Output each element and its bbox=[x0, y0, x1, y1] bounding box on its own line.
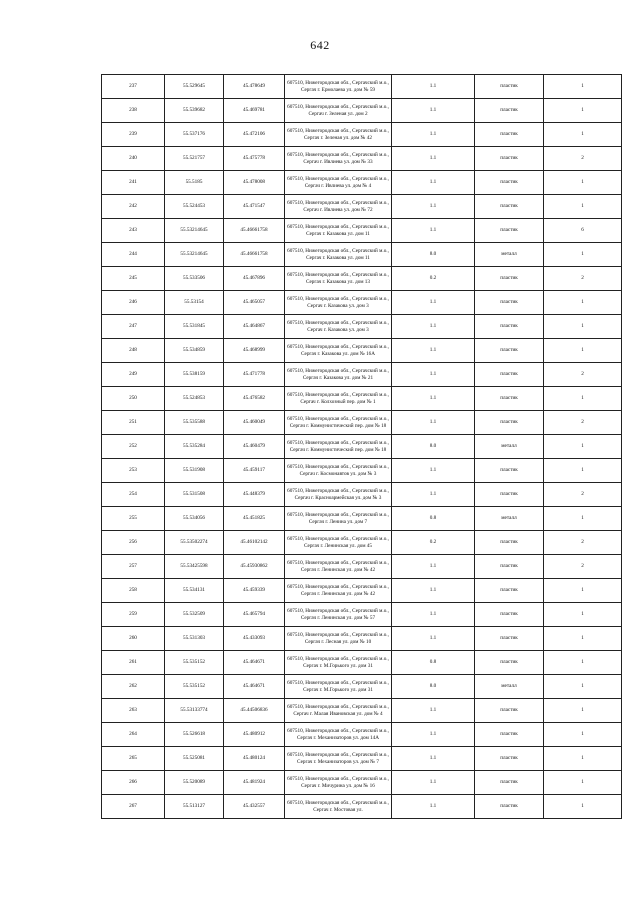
count-cell: 1 bbox=[544, 651, 622, 675]
longitude-cell: 45.459339 bbox=[224, 579, 285, 603]
latitude-cell: 55.533506 bbox=[165, 267, 224, 291]
longitude-cell: 45.448379 bbox=[224, 483, 285, 507]
volume-cell: 1.1 bbox=[392, 99, 475, 123]
table-row bbox=[102, 483, 622, 507]
latitude-cell: 55.53425598 bbox=[165, 555, 224, 579]
material-cell: металл bbox=[475, 243, 544, 267]
table-row bbox=[102, 555, 622, 579]
count-cell: 1 bbox=[544, 699, 622, 723]
longitude-cell: 45.432557 bbox=[224, 795, 285, 819]
row-number-cell: 237 bbox=[102, 75, 165, 99]
address-cell: 607510, Нижегородская обл., Сергачский м.о., Сергач г. Ермолаева ул. дом № 59 bbox=[285, 75, 392, 99]
row-number-cell: 266 bbox=[102, 771, 165, 795]
table-row bbox=[102, 315, 622, 339]
row-number-cell: 248 bbox=[102, 339, 165, 363]
volume-cell: 1.1 bbox=[392, 411, 475, 435]
longitude-cell: 45.465057 bbox=[224, 291, 285, 315]
material-cell: пластик bbox=[475, 363, 544, 387]
longitude-cell: 45.459117 bbox=[224, 459, 285, 483]
material-cell: пластик bbox=[475, 459, 544, 483]
row-number-cell: 244 bbox=[102, 243, 165, 267]
address-cell: 607510, Нижегородская обл., Сергачский м.о., Сергач г. Малая Ивановская ул. дом № 4 bbox=[285, 699, 392, 723]
address-cell: 607510, Нижегородская обл., Сергачский м.о., Сергач г. Казакова ул. дом № 21 bbox=[285, 363, 392, 387]
count-cell: 1 bbox=[544, 171, 622, 195]
latitude-cell: 55.534859 bbox=[165, 339, 224, 363]
count-cell: 1 bbox=[544, 507, 622, 531]
latitude-cell: 55.531303 bbox=[165, 627, 224, 651]
table-row bbox=[102, 675, 622, 699]
table-row bbox=[102, 195, 622, 219]
material-cell: пластик bbox=[475, 339, 544, 363]
row-number-cell: 267 bbox=[102, 795, 165, 819]
material-cell: металл bbox=[475, 675, 544, 699]
table-row bbox=[102, 267, 622, 291]
longitude-cell: 45.46102142 bbox=[224, 531, 285, 555]
table-row bbox=[102, 795, 622, 819]
volume-cell: 1.1 bbox=[392, 603, 475, 627]
latitude-cell: 55.5185 bbox=[165, 171, 224, 195]
volume-cell: 1.1 bbox=[392, 723, 475, 747]
volume-cell: 1.1 bbox=[392, 579, 475, 603]
row-number-cell: 239 bbox=[102, 123, 165, 147]
table-row bbox=[102, 651, 622, 675]
longitude-cell: 45.46661758 bbox=[224, 219, 285, 243]
row-number-cell: 241 bbox=[102, 171, 165, 195]
volume-cell: 1.1 bbox=[392, 387, 475, 411]
table-row bbox=[102, 771, 622, 795]
table-row bbox=[102, 459, 622, 483]
address-cell: 607510, Нижегородская обл., Сергачский м.о., Сергач г. Казакова ул. дом 13 bbox=[285, 267, 392, 291]
count-cell: 1 bbox=[544, 723, 622, 747]
longitude-cell: 45.469781 bbox=[224, 99, 285, 123]
material-cell: пластик bbox=[475, 75, 544, 99]
volume-cell: 0.2 bbox=[392, 531, 475, 555]
count-cell: 1 bbox=[544, 291, 622, 315]
count-cell: 1 bbox=[544, 339, 622, 363]
material-cell: пластик bbox=[475, 699, 544, 723]
latitude-cell: 55.531908 bbox=[165, 459, 224, 483]
volume-cell: 1.1 bbox=[392, 555, 475, 579]
longitude-cell: 45.481924 bbox=[224, 771, 285, 795]
longitude-cell: 45.471547 bbox=[224, 195, 285, 219]
latitude-cell: 55.531508 bbox=[165, 483, 224, 507]
count-cell: 1 bbox=[544, 747, 622, 771]
count-cell: 2 bbox=[544, 483, 622, 507]
volume-cell: 1.1 bbox=[392, 339, 475, 363]
longitude-cell: 45.472106 bbox=[224, 123, 285, 147]
row-number-cell: 240 bbox=[102, 147, 165, 171]
address-cell: 607510, Нижегородская обл., Сергачский м.о., Сергач г. Зеленая ул. дом № 42 bbox=[285, 123, 392, 147]
address-cell: 607510, Нижегородская обл., Сергачский м.о., Сергач г. Коммунистический пер. дом № 18 bbox=[285, 435, 392, 459]
latitude-cell: 55.525081 bbox=[165, 747, 224, 771]
material-cell: пластик bbox=[475, 531, 544, 555]
longitude-cell: 45.465794 bbox=[224, 603, 285, 627]
address-cell: 607510, Нижегородская обл., Сергачский м.о., Сергач г. Ленина ул. дом 7 bbox=[285, 507, 392, 531]
row-number-cell: 260 bbox=[102, 627, 165, 651]
material-cell: металл bbox=[475, 507, 544, 531]
row-number-cell: 251 bbox=[102, 411, 165, 435]
address-cell: 607510, Нижегородская обл., Сергачский м.о., Сергач г. Зеленая ул. дом 2 bbox=[285, 99, 392, 123]
longitude-cell: 45.468999 bbox=[224, 339, 285, 363]
table-row bbox=[102, 411, 622, 435]
longitude-cell: 45.433093 bbox=[224, 627, 285, 651]
volume-cell: 1.1 bbox=[392, 459, 475, 483]
table-row bbox=[102, 507, 622, 531]
row-number-cell: 264 bbox=[102, 723, 165, 747]
latitude-cell: 55.524853 bbox=[165, 387, 224, 411]
table-row bbox=[102, 147, 622, 171]
longitude-cell: 45.467896 bbox=[224, 267, 285, 291]
row-number-cell: 263 bbox=[102, 699, 165, 723]
count-cell: 1 bbox=[544, 771, 622, 795]
material-cell: пластик bbox=[475, 411, 544, 435]
volume-cell: 1.1 bbox=[392, 699, 475, 723]
count-cell: 1 bbox=[544, 123, 622, 147]
latitude-cell: 55.53214645 bbox=[165, 219, 224, 243]
volume-cell: 1.1 bbox=[392, 171, 475, 195]
material-cell: пластик bbox=[475, 99, 544, 123]
row-number-cell: 256 bbox=[102, 531, 165, 555]
table-row bbox=[102, 627, 622, 651]
longitude-cell: 45.478649 bbox=[224, 75, 285, 99]
latitude-cell: 55.520089 bbox=[165, 771, 224, 795]
latitude-cell: 55.524453 bbox=[165, 195, 224, 219]
latitude-cell: 55.535152 bbox=[165, 651, 224, 675]
volume-cell: 8.0 bbox=[392, 243, 475, 267]
row-number-cell: 265 bbox=[102, 747, 165, 771]
address-cell: 607510, Нижегородская обл., Сергачский м.о., Сергач г. Космонавтов ул. дом № 3 bbox=[285, 459, 392, 483]
volume-cell: 1.1 bbox=[392, 483, 475, 507]
material-cell: пластик bbox=[475, 267, 544, 291]
table-row bbox=[102, 531, 622, 555]
row-number-cell: 243 bbox=[102, 219, 165, 243]
longitude-cell: 45.460049 bbox=[224, 411, 285, 435]
row-number-cell: 257 bbox=[102, 555, 165, 579]
count-cell: 1 bbox=[544, 627, 622, 651]
address-cell: 607510, Нижегородская обл., Сергачский м.о., Сергач г. Мостовая ул. bbox=[285, 795, 392, 819]
volume-cell: 1.1 bbox=[392, 771, 475, 795]
volume-cell: 1.1 bbox=[392, 75, 475, 99]
longitude-cell: 45.464867 bbox=[224, 315, 285, 339]
row-number-cell: 245 bbox=[102, 267, 165, 291]
volume-cell: 1.1 bbox=[392, 291, 475, 315]
container-sites-table bbox=[101, 74, 622, 819]
latitude-cell: 55.539682 bbox=[165, 99, 224, 123]
material-cell: пластик bbox=[475, 315, 544, 339]
material-cell: пластик bbox=[475, 171, 544, 195]
latitude-cell: 55.535284 bbox=[165, 435, 224, 459]
address-cell: 607510, Нижегородская обл., Сергачский м.о., Сергач г. Ивлиева ул. дом № 4 bbox=[285, 171, 392, 195]
row-number-cell: 242 bbox=[102, 195, 165, 219]
address-cell: 607510, Нижегородская обл., Сергачский м.о., Сергач г. Казакова ул. дом 3 bbox=[285, 315, 392, 339]
row-number-cell: 250 bbox=[102, 387, 165, 411]
volume-cell: 1.1 bbox=[392, 219, 475, 243]
count-cell: 1 bbox=[544, 435, 622, 459]
address-cell: 607510, Нижегородская обл., Сергачский м.о., Сергач г. Ивлиева ул. дом № 33 bbox=[285, 147, 392, 171]
longitude-cell: 45.464671 bbox=[224, 675, 285, 699]
material-cell: пластик bbox=[475, 627, 544, 651]
longitude-cell: 45.460479 bbox=[224, 435, 285, 459]
longitude-cell: 45.45930862 bbox=[224, 555, 285, 579]
count-cell: 2 bbox=[544, 363, 622, 387]
volume-cell: 1.1 bbox=[392, 315, 475, 339]
address-cell: 607510, Нижегородская обл., Сергачский м.о., Сергач г. Ленинская ул. дом 45 bbox=[285, 531, 392, 555]
latitude-cell: 55.526618 bbox=[165, 723, 224, 747]
address-cell: 607510, Нижегородская обл., Сергачский м.о., Сергач г. Ивлиева ул. дом № 72 bbox=[285, 195, 392, 219]
longitude-cell: 45.464671 bbox=[224, 651, 285, 675]
address-cell: 607510, Нижегородская обл., Сергачский м.о., Сергач г. Ленинская ул. дом № 42 bbox=[285, 555, 392, 579]
row-number-cell: 262 bbox=[102, 675, 165, 699]
volume-cell: 1.1 bbox=[392, 195, 475, 219]
address-cell: 607510, Нижегородская обл., Сергачский м.о., Сергач г. М.Горького ул. дом 31 bbox=[285, 675, 392, 699]
table-row bbox=[102, 603, 622, 627]
material-cell: пластик bbox=[475, 291, 544, 315]
count-cell: 1 bbox=[544, 459, 622, 483]
table-row bbox=[102, 363, 622, 387]
count-cell: 2 bbox=[544, 531, 622, 555]
row-number-cell: 258 bbox=[102, 579, 165, 603]
address-cell: 607510, Нижегородская обл., Сергачский м.о., Сергач г. Казакова ул. дом 3 bbox=[285, 291, 392, 315]
material-cell: пластик bbox=[475, 771, 544, 795]
address-cell: 607510, Нижегородская обл., Сергачский м.о., Сергач г. Механизаторов ул. дом 14А bbox=[285, 723, 392, 747]
count-cell: 1 bbox=[544, 99, 622, 123]
table-body bbox=[102, 75, 622, 819]
volume-cell: 0.8 bbox=[392, 651, 475, 675]
longitude-cell: 45.478008 bbox=[224, 171, 285, 195]
address-cell: 607510, Нижегородская обл., Сергачский м.о., Сергач г. Ленинская ул. дом № 42 bbox=[285, 579, 392, 603]
count-cell: 6 bbox=[544, 219, 622, 243]
row-number-cell: 261 bbox=[102, 651, 165, 675]
count-cell: 1 bbox=[544, 387, 622, 411]
latitude-cell: 55.531845 bbox=[165, 315, 224, 339]
row-number-cell: 252 bbox=[102, 435, 165, 459]
material-cell: пластик bbox=[475, 651, 544, 675]
address-cell: 607510, Нижегородская обл., Сергачский м.о., Сергач г. Ленинская ул. дом № 57 bbox=[285, 603, 392, 627]
row-number-cell: 259 bbox=[102, 603, 165, 627]
material-cell: пластик bbox=[475, 723, 544, 747]
table-row bbox=[102, 171, 622, 195]
address-cell: 607510, Нижегородская обл., Сергачский м.о., Сергач г. Казакова ул. дом № 16А bbox=[285, 339, 392, 363]
row-number-cell: 249 bbox=[102, 363, 165, 387]
volume-cell: 1.1 bbox=[392, 627, 475, 651]
row-number-cell: 238 bbox=[102, 99, 165, 123]
latitude-cell: 55.534131 bbox=[165, 579, 224, 603]
latitude-cell: 55.538159 bbox=[165, 363, 224, 387]
count-cell: 1 bbox=[544, 243, 622, 267]
volume-cell: 8.0 bbox=[392, 435, 475, 459]
table-row bbox=[102, 291, 622, 315]
material-cell: пластик bbox=[475, 147, 544, 171]
count-cell: 2 bbox=[544, 555, 622, 579]
address-cell: 607510, Нижегородская обл., Сергачский м.о., Сергач г. Колхозный пер. дом № 1 bbox=[285, 387, 392, 411]
material-cell: пластик bbox=[475, 123, 544, 147]
table-row bbox=[102, 99, 622, 123]
longitude-cell: 45.46661758 bbox=[224, 243, 285, 267]
latitude-cell: 55.529645 bbox=[165, 75, 224, 99]
volume-cell: 1.1 bbox=[392, 795, 475, 819]
table-row bbox=[102, 435, 622, 459]
latitude-cell: 55.534056 bbox=[165, 507, 224, 531]
latitude-cell: 55.535588 bbox=[165, 411, 224, 435]
latitude-cell: 55.532509 bbox=[165, 603, 224, 627]
page-number: 642 bbox=[310, 38, 330, 52]
count-cell: 1 bbox=[544, 195, 622, 219]
material-cell: пластик bbox=[475, 387, 544, 411]
table-row bbox=[102, 339, 622, 363]
longitude-cell: 45.480124 bbox=[224, 747, 285, 771]
table-row bbox=[102, 747, 622, 771]
row-number-cell: 255 bbox=[102, 507, 165, 531]
latitude-cell: 55.537176 bbox=[165, 123, 224, 147]
row-number-cell: 247 bbox=[102, 315, 165, 339]
table-row bbox=[102, 123, 622, 147]
table-row bbox=[102, 219, 622, 243]
row-number-cell: 254 bbox=[102, 483, 165, 507]
volume-cell: 8.0 bbox=[392, 675, 475, 699]
latitude-cell: 55.53214645 bbox=[165, 243, 224, 267]
table-row bbox=[102, 243, 622, 267]
table-row bbox=[102, 699, 622, 723]
row-number-cell: 253 bbox=[102, 459, 165, 483]
address-cell: 607510, Нижегородская обл., Сергачский м.о., Сергач г. Мичурина ул. дом № 16 bbox=[285, 771, 392, 795]
latitude-cell: 55.53502274 bbox=[165, 531, 224, 555]
volume-cell: 1.1 bbox=[392, 147, 475, 171]
latitude-cell: 55.53154 bbox=[165, 291, 224, 315]
count-cell: 1 bbox=[544, 579, 622, 603]
count-cell: 2 bbox=[544, 147, 622, 171]
volume-cell: 1.1 bbox=[392, 363, 475, 387]
longitude-cell: 45.480912 bbox=[224, 723, 285, 747]
count-cell: 1 bbox=[544, 315, 622, 339]
latitude-cell: 55.513127 bbox=[165, 795, 224, 819]
material-cell: пластик bbox=[475, 555, 544, 579]
table-row bbox=[102, 387, 622, 411]
count-cell: 1 bbox=[544, 795, 622, 819]
address-cell: 607510, Нижегородская обл., Сергачский м.о., Сергач г. М.Горького ул. дом 31 bbox=[285, 651, 392, 675]
material-cell: пластик bbox=[475, 603, 544, 627]
row-number-cell: 246 bbox=[102, 291, 165, 315]
material-cell: металл bbox=[475, 435, 544, 459]
longitude-cell: 45.44506836 bbox=[224, 699, 285, 723]
volume-cell: 1.1 bbox=[392, 123, 475, 147]
material-cell: пластик bbox=[475, 195, 544, 219]
volume-cell: 0.2 bbox=[392, 267, 475, 291]
longitude-cell: 45.451825 bbox=[224, 507, 285, 531]
address-cell: 607510, Нижегородская обл., Сергачский м.о., Сергач г. Механизаторов ул. дом № 7 bbox=[285, 747, 392, 771]
address-cell: 607510, Нижегородская обл., Сергачский м.о., Сергач г. Коммунистический пер. дом № 18 bbox=[285, 411, 392, 435]
material-cell: пластик bbox=[475, 483, 544, 507]
count-cell: 2 bbox=[544, 411, 622, 435]
material-cell: пластик bbox=[475, 579, 544, 603]
volume-cell: 0.8 bbox=[392, 507, 475, 531]
material-cell: пластик bbox=[475, 219, 544, 243]
longitude-cell: 45.476582 bbox=[224, 387, 285, 411]
latitude-cell: 55.53133774 bbox=[165, 699, 224, 723]
latitude-cell: 55.521757 bbox=[165, 147, 224, 171]
material-cell: пластик bbox=[475, 747, 544, 771]
count-cell: 1 bbox=[544, 675, 622, 699]
volume-cell: 1.1 bbox=[392, 747, 475, 771]
table-row bbox=[102, 723, 622, 747]
longitude-cell: 45.471778 bbox=[224, 363, 285, 387]
count-cell: 2 bbox=[544, 267, 622, 291]
address-cell: 607510, Нижегородская обл., Сергачский м.о., Сергач г. Красноармейская ул. дом № 3 bbox=[285, 483, 392, 507]
material-cell: пластик bbox=[475, 795, 544, 819]
latitude-cell: 55.535152 bbox=[165, 675, 224, 699]
table-row bbox=[102, 579, 622, 603]
longitude-cell: 45.475778 bbox=[224, 147, 285, 171]
count-cell: 1 bbox=[544, 75, 622, 99]
address-cell: 607510, Нижегородская обл., Сергачский м.о., Сергач г. Лесная ул. дом № 10 bbox=[285, 627, 392, 651]
address-cell: 607510, Нижегородская обл., Сергачский м.о., Сергач г. Казакова ул. дом 11 bbox=[285, 243, 392, 267]
table-row bbox=[102, 75, 622, 99]
address-cell: 607510, Нижегородская обл., Сергачский м.о., Сергач г. Казакова ул. дом 11 bbox=[285, 219, 392, 243]
count-cell: 1 bbox=[544, 603, 622, 627]
